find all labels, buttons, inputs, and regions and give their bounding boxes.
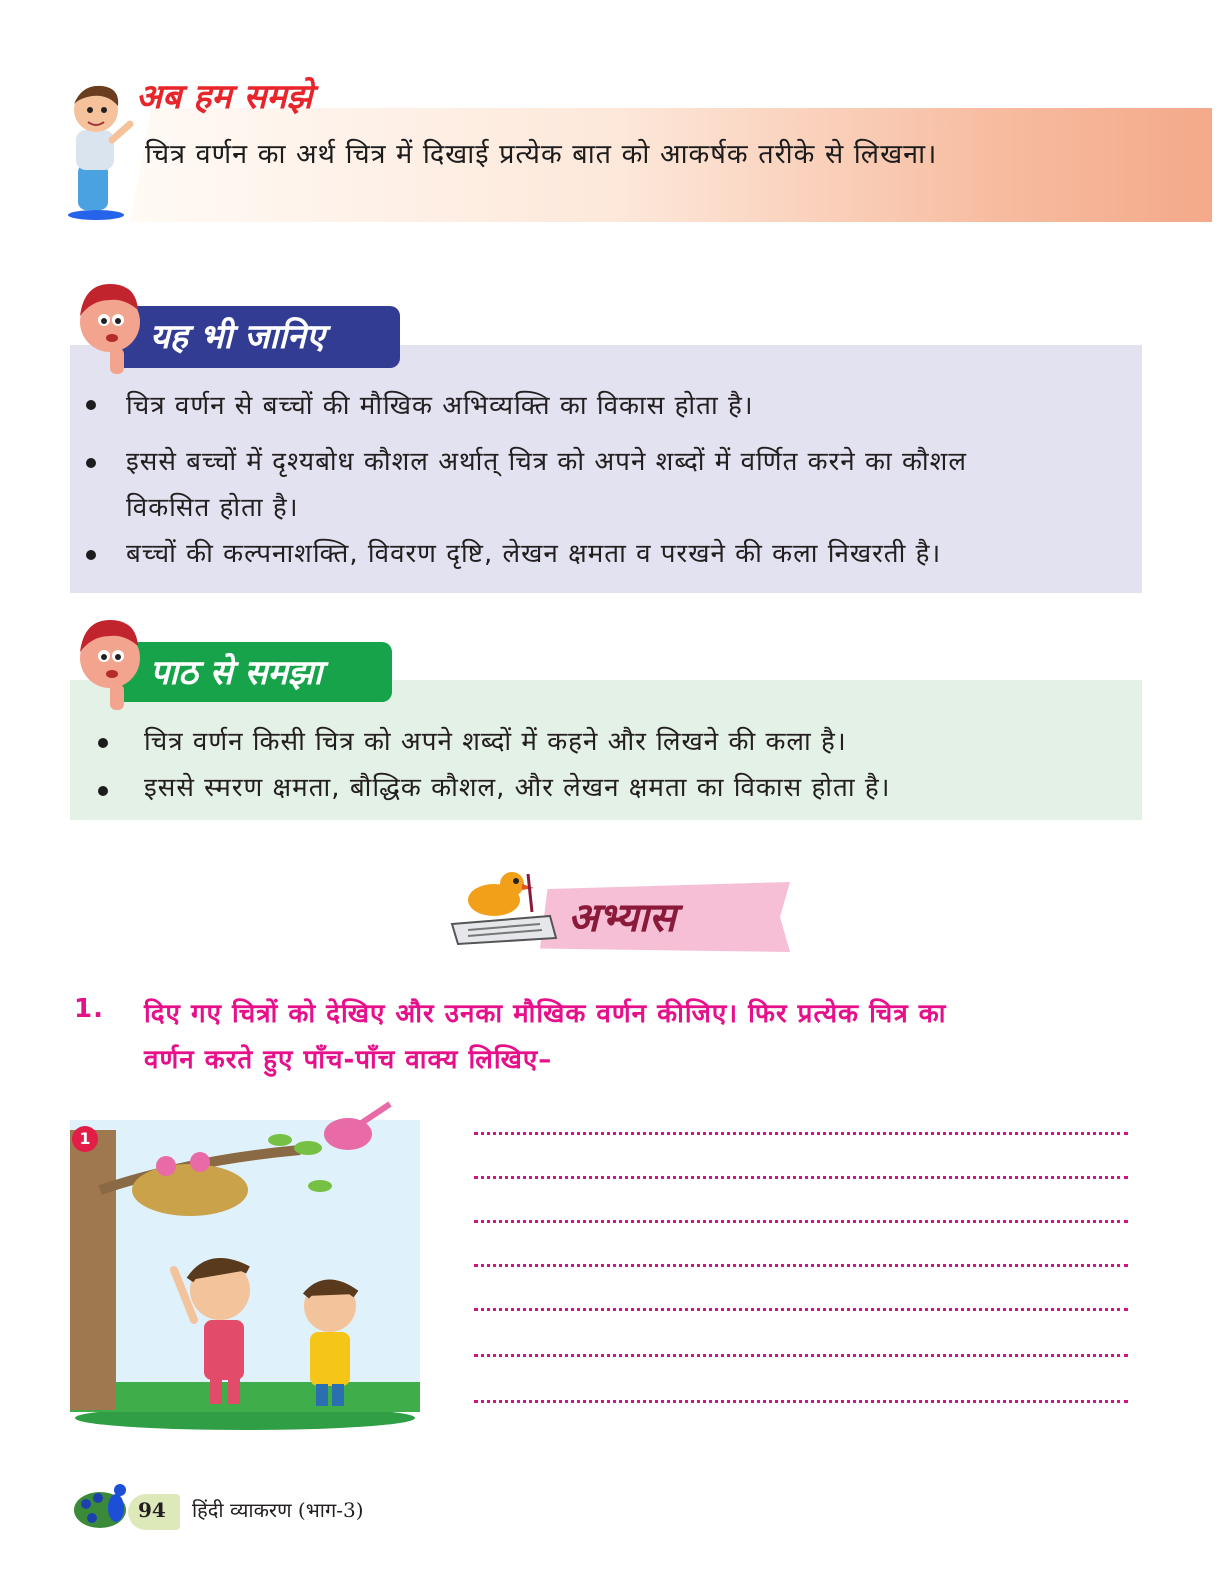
section-title-lesson: पाठ से समझा (150, 653, 323, 693)
section-title-understood: अब हम समझे (136, 77, 313, 117)
writing-line[interactable] (474, 1220, 1128, 1223)
writing-line[interactable] (474, 1354, 1128, 1357)
bullet-icon (86, 550, 96, 560)
concept-definition: चित्र वर्णन का अर्थ चित्र में दिखाई प्रत्येक बात को आकर्षक तरीके से लिखना। (145, 139, 938, 170)
writing-line[interactable] (474, 1308, 1128, 1311)
picture-boys-and-bird-nest (70, 1100, 420, 1430)
writing-line[interactable] (474, 1264, 1128, 1267)
writing-line[interactable] (474, 1132, 1128, 1135)
know-more-item-continued: विकसित होता है। (126, 493, 299, 523)
boy-pointing-illustration (62, 80, 134, 220)
know-more-item: चित्र वर्णन से बच्चों की मौखिक अभिव्यक्ति का विकास होता है। (126, 391, 754, 421)
picture-number-badge: 1 (72, 1126, 98, 1152)
lesson-item: चित्र वर्णन किसी चित्र को अपने शब्दों में कहने और लिखने की कला है। (144, 727, 847, 757)
know-more-item: बच्चों की कल्पनाशक्ति, विवरण दृष्टि, लेखन क्षमता व परखने की कला निखरती है। (126, 539, 942, 569)
writing-line[interactable] (474, 1400, 1128, 1403)
section-title-know-more: यह भी जानिए (150, 317, 325, 357)
peacock-icon (72, 1474, 134, 1532)
writing-line[interactable] (474, 1176, 1128, 1179)
peeking-boy-icon (70, 612, 140, 712)
question-text-line2: वर्णन करते हुए पाँच-पाँच वाक्य लिखिए– (144, 1045, 553, 1075)
bullet-icon (86, 400, 96, 410)
know-more-item: इससे बच्चों में दृश्यबोध कौशल अर्थात् चित्र को अपने शब्दों में वर्णित करने का कौशल (126, 447, 967, 477)
bullet-icon (98, 786, 108, 796)
bullet-icon (86, 458, 96, 468)
bullet-icon (98, 738, 108, 748)
book-title: हिंदी व्याकरण (भाग-3) (192, 1498, 364, 1522)
question-text-line1: दिए गए चित्रों को देखिए और उनका मौखिक वर्णन कीजिए। फिर प्रत्येक चित्र का (144, 999, 947, 1029)
page-number: 94 (138, 1498, 166, 1522)
lesson-item: इससे स्मरण क्षमता, बौद्धिक कौशल, और लेखन क्षमता का विकास होता है। (144, 773, 891, 803)
peeking-boy-icon (70, 276, 140, 376)
bird-writing-icon (432, 866, 566, 946)
question-number: 1. (74, 994, 104, 1024)
exercise-title: अभ्यास (568, 895, 676, 941)
